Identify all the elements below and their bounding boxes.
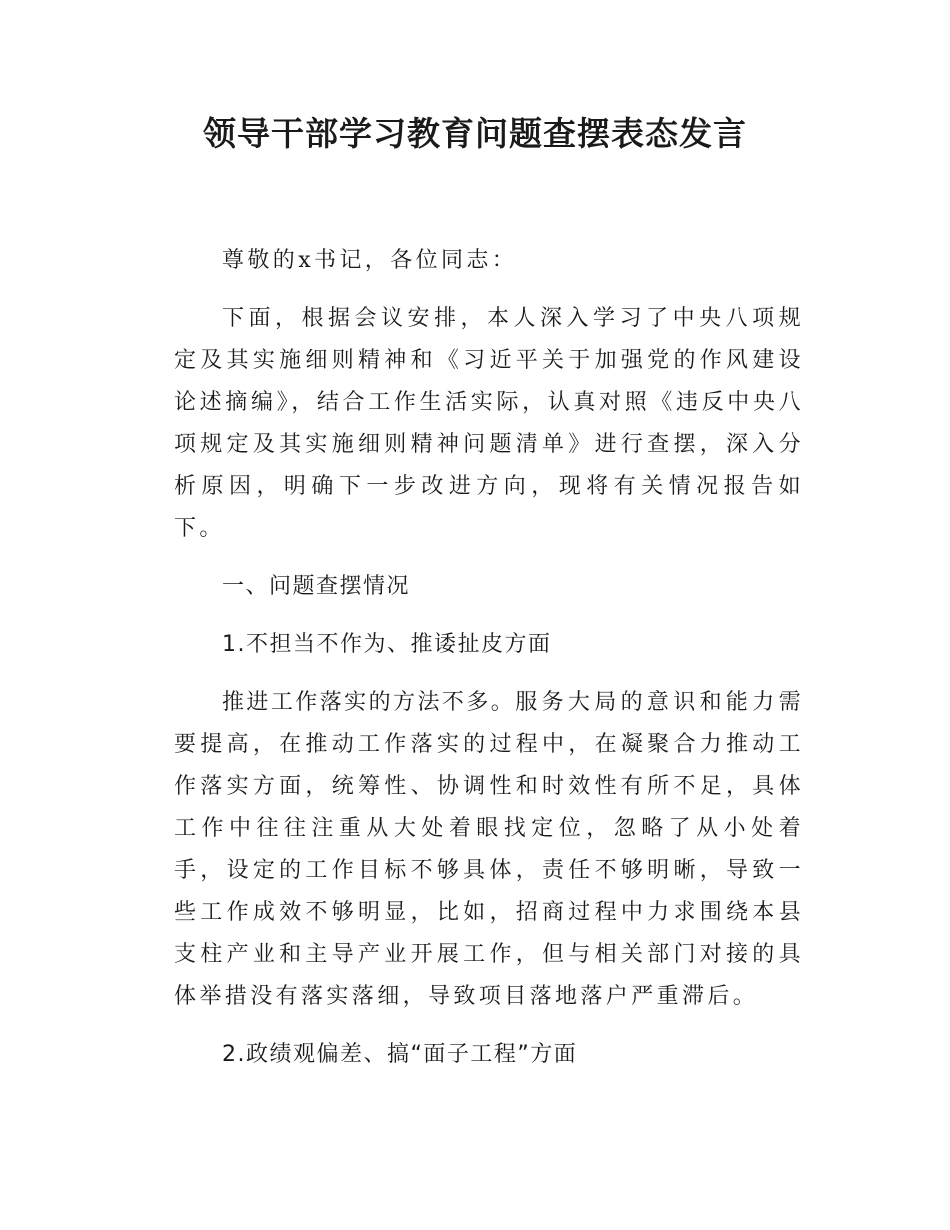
item-1-text: 服务大局的意识和能力需要提高，在推动工作落实的过程中，在凝聚合力推动工作落实方面，统筹性、协调性和时效性有所不足，具体工作中往往注重从大处着眼找定位，忽略了从小处着手，设定的工作目标不够具体，责任不够明晰，导致一些工作成效不够明显，比如，招商过程中力求围绕本县支柱产业和主导产业开展工作，但与相关部门对接的具体举措没有落实落细，导致项目落地落户严重滞后。 — [174, 690, 804, 1009]
item-heading-2: 2.政绩观偏差、搞“面子工程”方面 — [222, 1042, 578, 1067]
salutation: 尊敬的x书记，各位同志： — [222, 248, 518, 273]
section-heading-problems: 一、问题查摆情况 — [222, 574, 411, 599]
item-heading-1: 1.不担当不作为、推诿扯皮方面 — [222, 632, 552, 657]
intro-paragraph: 下面，根据会议安排，本人深入学习了中央八项规定及其实施细则精神和《习近平关于加强党的作风建设论述摘编》，结合工作生活实际，认真对照《违反中央八项规定及其实施细则精神问题清单》进行查摆，深入分析原因，明确下一步改进方向，现将有关情况报告如下。 — [174, 306, 804, 541]
document-body — [174, 240, 804, 1076]
item-1-paragraph — [174, 682, 804, 1018]
item-1-lead: 推进工作落实的方法不多。 — [222, 690, 516, 715]
document-title: 领导干部学习教育问题查摆表态发言 — [203, 114, 747, 153]
